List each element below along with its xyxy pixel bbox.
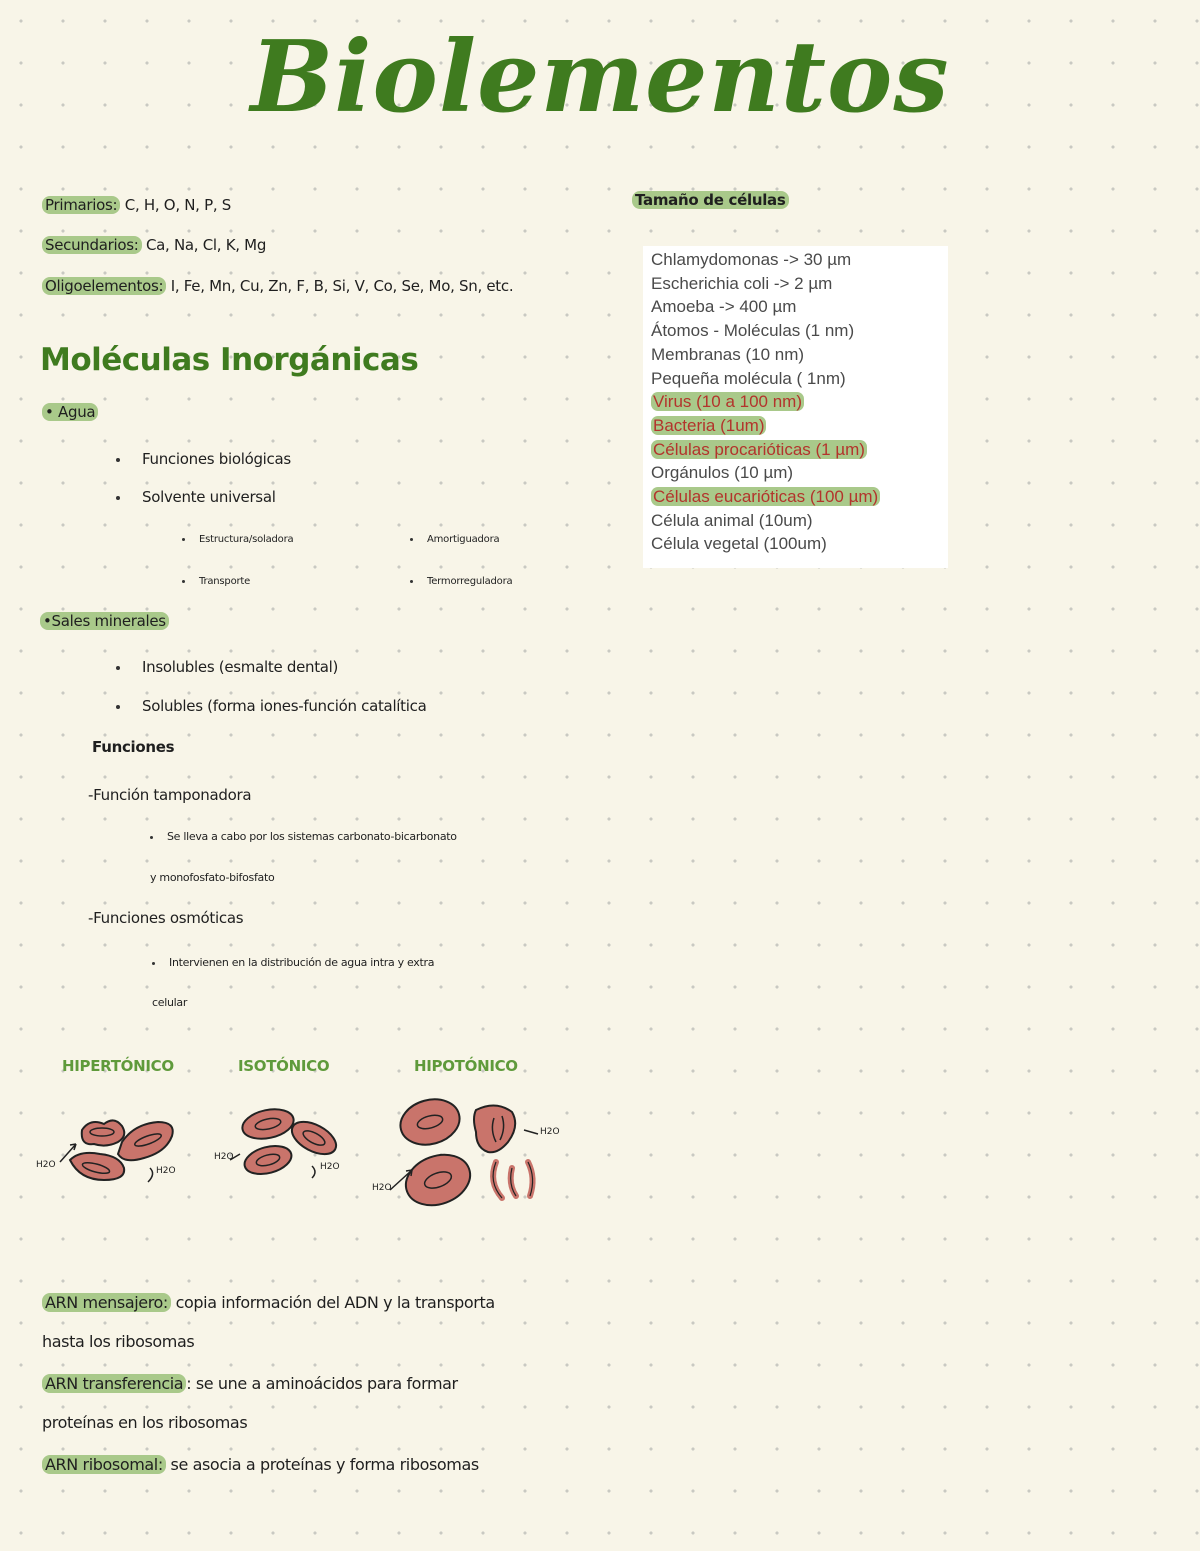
size-row: Célula vegetal (100um) [651, 534, 827, 554]
size-row: Escherichia coli -> 2 µm [651, 273, 833, 293]
arn-ribosomal-line: ARN ribosomal: se asocia a proteínas y forma ribosomas [42, 1455, 479, 1474]
size-row: Bacteria (1um) [653, 415, 765, 435]
arn-mensajero-line-2: hasta los ribosomas [42, 1332, 195, 1351]
isotonic-cell [241, 1141, 294, 1179]
primarios-value: C, H, O, N, P, S [120, 196, 232, 214]
funciones-osmoticas: -Funciones osmóticas [88, 909, 244, 927]
bullet-icon [150, 836, 153, 839]
size-row: Átomos - Moléculas (1 nm) [651, 321, 855, 341]
bullet-icon [116, 705, 120, 709]
bullet-icon [116, 458, 120, 462]
funcion-tamponadora-desc-2: y monofosfato-bifosfato [150, 871, 275, 884]
isotonic-cell [287, 1115, 342, 1160]
size-row: Amoeba -> 400 µm [651, 297, 797, 317]
agua-label: • Agua [42, 403, 98, 421]
secundarios-line [42, 236, 266, 254]
isotonic-cell [240, 1105, 297, 1143]
primarios-label: Primarios: [42, 196, 120, 214]
bullet-icon [410, 580, 413, 583]
section-title: Moléculas Inorgánicas [40, 342, 419, 378]
water-label: H2O [214, 1152, 234, 1162]
water-label: H2O [156, 1166, 176, 1176]
size-row: Pequeña molécula ( 1nm) [651, 368, 846, 388]
size-card-heading: Tamaño de células [632, 191, 789, 209]
bullet-icon [410, 538, 413, 541]
oligoelementos-value: I, Fe, Mn, Cu, Zn, F, B, Si, V, Co, Se, Mo, Sn, etc. [166, 277, 514, 295]
hipertonic-cell [70, 1153, 124, 1180]
funcion-tamponadora: -Función tamponadora [88, 786, 252, 804]
hipertonico-label: HIPERTÓNICO [62, 1057, 174, 1075]
arn-mensajero-line: ARN mensajero: copia información del ADN y la transporta [42, 1293, 495, 1312]
funciones-heading: Funciones [92, 738, 175, 756]
size-row: Célula animal (10um) [651, 510, 813, 530]
secundarios-label: Secundarios: [42, 236, 142, 254]
arn-transferencia-line-2: proteínas en los ribosomas [42, 1413, 248, 1432]
hipertonic-cell [118, 1122, 173, 1160]
bullet-icon [182, 538, 185, 541]
list-item: Insolubles (esmalte dental) [116, 658, 338, 676]
bullet-icon [116, 666, 120, 670]
hipotonico-label: HIPOTÓNICO [414, 1057, 518, 1075]
size-row: Chlamydomonas -> 30 µm [651, 250, 852, 269]
cell-diagram [30, 1090, 570, 1220]
funciones-osmoticas-desc-2: celular [152, 996, 188, 1009]
water-label: H2O [372, 1183, 392, 1193]
bullet-icon [152, 962, 155, 965]
water-label: H2O [36, 1160, 56, 1170]
size-card [643, 246, 948, 568]
bullet-icon [116, 496, 120, 500]
size-row: Células procarióticas (1 µm) [653, 439, 865, 459]
water-label: H2O [320, 1162, 340, 1172]
isotonico-label: ISOTÓNICO [238, 1057, 330, 1075]
list-item: Funciones biológicas [116, 450, 291, 468]
size-row: Membranas (10 nm) [651, 344, 805, 364]
list-item: Intervienen en la distribución de agua intra y extra [152, 956, 434, 969]
list-item: Transporte [182, 576, 250, 587]
lysed-cell [474, 1105, 515, 1152]
size-row: Orgánulos (10 µm) [651, 463, 794, 483]
oligoelementos-line [42, 277, 513, 295]
size-row: Células eucarióticas (100 µm) [653, 487, 879, 506]
secundarios-value: Ca, Na, Cl, K, Mg [141, 236, 267, 254]
hipertonic-cell [82, 1120, 125, 1145]
list-item: Termorreguladora [410, 576, 512, 587]
primarios-line [42, 196, 231, 214]
list-item: Solvente universal [116, 488, 276, 506]
list-item: Se lleva a cabo por los sistemas carbonato-bicarbonato [150, 830, 457, 843]
list-item: Estructura/soladora [182, 534, 293, 545]
hypotonic-cell [399, 1146, 477, 1214]
list-item: Solubles (forma iones-función catalítica [116, 697, 426, 715]
hypotonic-cell [395, 1093, 464, 1151]
bullet-icon [182, 580, 185, 583]
water-label: H2O [540, 1127, 560, 1137]
oligoelementos-label: Oligoelementos: [42, 277, 166, 295]
list-item: Amortiguadora [410, 534, 499, 545]
arn-transferencia-line: ARN transferencia : se une a aminoácidos para formar [42, 1374, 458, 1393]
page-title: Biolementos [250, 20, 950, 135]
sales-label: •Sales minerales [40, 612, 169, 630]
size-row: Virus (10 a 100 nm) [653, 392, 802, 412]
